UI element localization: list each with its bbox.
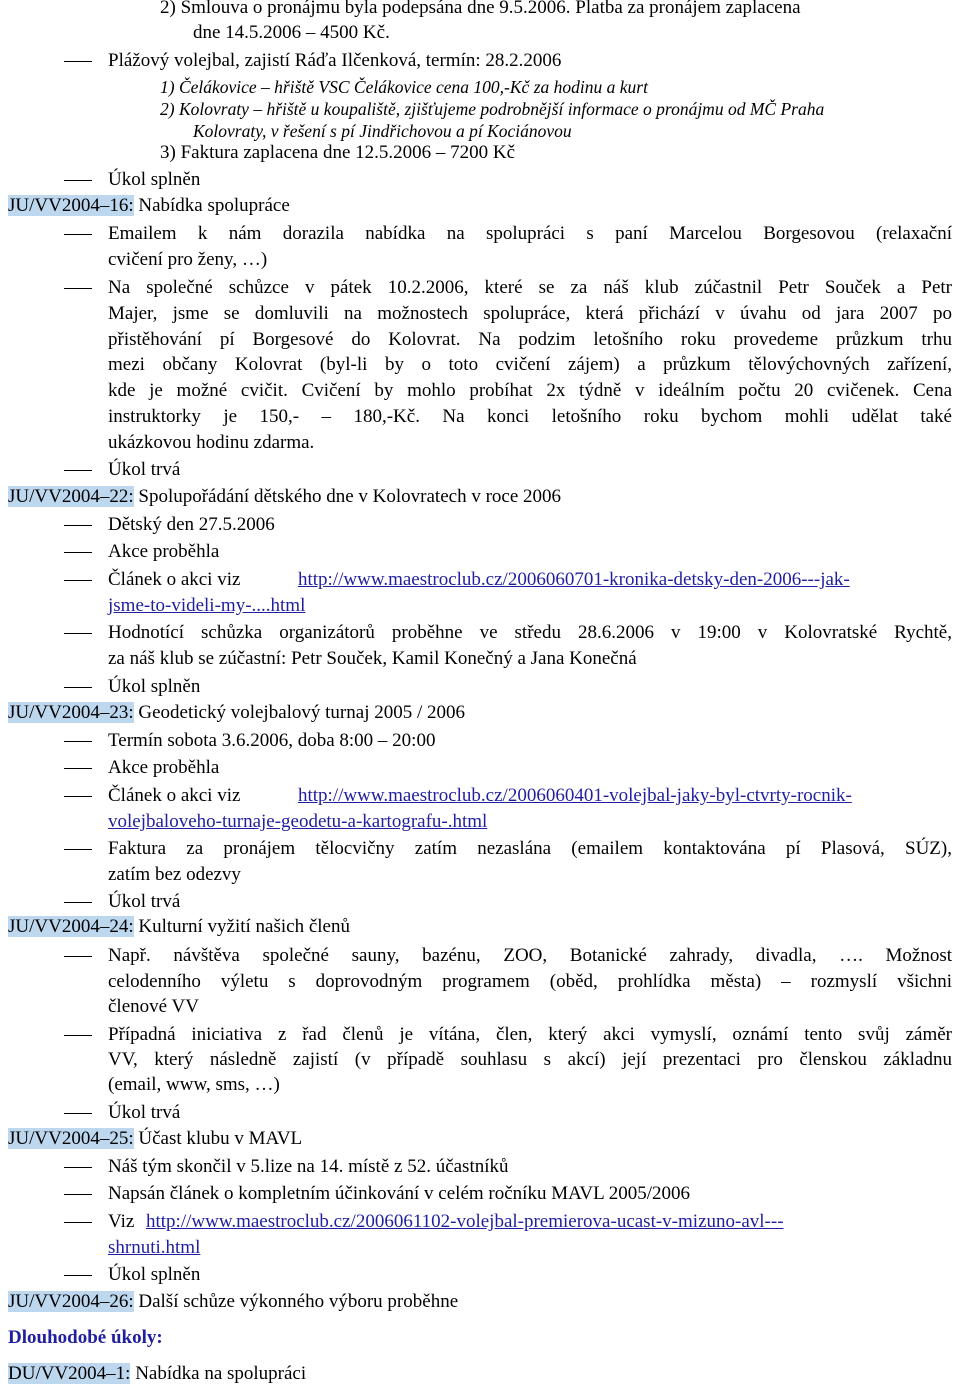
paragraph-line: (email, www, sms, …): [108, 1074, 280, 1095]
bullet-dash: [64, 580, 92, 581]
status-text: Úkol trvá: [108, 459, 181, 480]
bullet-dash: [64, 902, 92, 903]
list-item: Dětský den 27.5.2006: [108, 514, 275, 535]
paragraph-line: členové VV: [108, 996, 199, 1017]
long-term-heading: Dlouhodobé úkoly:: [8, 1327, 163, 1348]
bullet-dash: [64, 849, 92, 850]
bullet-dash: [64, 633, 92, 634]
bullet-dash: [64, 1113, 92, 1114]
task-code: JU/VV2004–22:: [8, 486, 134, 507]
paragraph-line: VV, který následně zajistí (v případě souhlasu s akcí) její prezentaci pro členskou základnu: [108, 1049, 952, 1070]
article-link[interactable]: http://www.maestroclub.cz/2006060701-kronika-detsky-den-2006---jak-: [298, 569, 850, 590]
paragraph-line: Na společné schůzce v pátek 10.2.2006, které se za náš klub zúčastnil Petr Souček a Petr: [108, 277, 952, 298]
status-text: Úkol splněn: [108, 676, 201, 697]
task-code: JU/VV2004–23:: [8, 702, 134, 723]
task-title: Geodetický volejbalový turnaj 2005 / 2006: [138, 702, 466, 723]
list-item: Napsán článek o kompletním účinkování v celém ročníku MAVL 2005/2006: [108, 1183, 691, 1204]
paragraph-line: cvičení pro ženy, …): [108, 249, 268, 270]
beach-volley-line: Plážový volejbal, zajistí Ráďa Ilčenková, termín: 28.2.2006: [108, 50, 562, 71]
bullet-dash: [64, 234, 92, 235]
bullet-dash: [64, 768, 92, 769]
bullet-dash: [64, 180, 92, 181]
status-text: Úkol splněn: [108, 1264, 201, 1285]
article-link[interactable]: http://www.maestroclub.cz/2006060401-volejbal-jaky-byl-ctvrty-rocnik-: [298, 785, 852, 806]
paragraph-line: Hodnotící schůzka organizátorů proběhne ve středu 28.6.2006 v 19:00 v Kolovratské Rychtě,: [108, 622, 952, 643]
paragraph-line: přistěhování pí Borgesové do Kolovrat. Na podzim letošního roku provedeme průzkum trhu: [108, 329, 952, 350]
bullet-dash: [64, 687, 92, 688]
article-link[interactable]: shrnuti.html: [108, 1237, 201, 1258]
task-heading: [8, 193, 290, 219]
item-2-line-2: dne 14.5.2006 – 4500 Kč.: [193, 22, 390, 43]
bullet-dash: [64, 796, 92, 797]
article-prefix: Viz: [108, 1211, 135, 1232]
list-item: Náš tým skončil v 5.lize na 14. místě z 52. účastníků: [108, 1156, 509, 1177]
sub-item-2-line-2: Kolovraty, v řešení s pí Jindřichovou a pí Kociánovou: [193, 121, 572, 141]
paragraph-line: celodenního výletu s doprovodným programem (oběd, prohlídka města) – rozmyslí všichni: [108, 971, 952, 992]
task-title: Další schůze výkonného výboru proběhne: [138, 1291, 459, 1312]
bullet-dash: [64, 1222, 92, 1223]
task-heading: [8, 1289, 458, 1315]
article-prefix: Článek o akci viz: [108, 785, 241, 806]
bullet-dash: [64, 1194, 92, 1195]
bullet-dash: [64, 525, 92, 526]
article-prefix: Článek o akci viz: [108, 569, 241, 590]
bullet-dash: [64, 1275, 92, 1276]
list-item: Akce proběhla: [108, 541, 220, 562]
list-item: Akce proběhla: [108, 757, 220, 778]
task-code: JU/VV2004–26:: [8, 1291, 134, 1312]
task-title: Nabídka na spolupráci: [135, 1363, 307, 1384]
article-link[interactable]: jsme-to-videli-my-....html: [108, 595, 306, 616]
status-text: Úkol trvá: [108, 1102, 181, 1123]
task-heading: [8, 914, 350, 940]
bullet-dash: [64, 61, 92, 62]
paragraph-line: Případná iniciativa z řad členů je vítána, člen, který akci vymyslí, oznámí tento svůj záměr: [108, 1024, 952, 1045]
task-code: JU/VV2004–16:: [8, 195, 134, 216]
task-title: Účast klubu v MAVL: [138, 1128, 303, 1149]
paragraph-line: kde je možné cvičit. Cvičení by mohlo probíhat 2x týdně v ideálním počtu 20 cvičenek. Cena: [108, 380, 952, 401]
paragraph-line: zatím bez odezvy: [108, 864, 241, 885]
task-code: JU/VV2004–24:: [8, 916, 134, 937]
task-heading: [8, 1361, 306, 1387]
bullet-dash: [64, 288, 92, 289]
sub-item-1: 1) Čelákovice – hřiště VSC Čelákovice cena 100,-Kč za hodinu a kurt: [160, 77, 648, 97]
bullet-dash: [64, 470, 92, 471]
item-2-line-1: 2) Smlouva o pronájmu byla podepsána dne 9.5.2006. Platba za pronájem zaplacena: [160, 0, 801, 18]
paragraph-line: za náš klub se zúčastní: Petr Souček, Kamil Konečný a Jana Konečná: [108, 648, 637, 669]
task-heading: [8, 1126, 302, 1152]
paragraph-line: Majer, jsme se domluvili na možnostech spolupráce, která přichází v úvahu od jara 2007 po: [108, 303, 952, 324]
list-item: Termín sobota 3.6.2006, doba 8:00 – 20:00: [108, 730, 436, 751]
paragraph-line: instruktorky je 150,- – 180,-Kč. Na konci letošního roku bychom mohli udělat také: [108, 406, 952, 427]
task-heading: [8, 700, 465, 726]
task-code: DU/VV2004–1:: [8, 1363, 131, 1384]
paragraph-line: mezi občany Kolovrat (byl-li by o toto cvičení zájem) a průzkum tělovýchovných zařízení,: [108, 354, 952, 375]
task-title: Nabídka spolupráce: [138, 195, 290, 216]
task-title: Spolupořádání dětského dne v Kolovratech v roce 2006: [138, 486, 562, 507]
article-link[interactable]: http://www.maestroclub.cz/2006061102-volejbal-premierova-ucast-v-mizuno-avl---: [146, 1211, 784, 1232]
task-title: Kulturní vyžití našich členů: [138, 916, 350, 937]
paragraph-line: Faktura za pronájem tělocvičny zatím nezaslána (emailem kontaktována pí Plasová, SÚZ),: [108, 838, 952, 859]
bullet-dash: [64, 741, 92, 742]
bullet-dash: [64, 1167, 92, 1168]
article-link[interactable]: volejbaloveho-turnaje-geodetu-a-kartografu-.html: [108, 811, 488, 832]
task-code: JU/VV2004–25:: [8, 1128, 134, 1149]
sub-item-2-line-1: 2) Kolovraty – hřiště u koupaliště, zjišťujeme podrobnější informace o pronájmu od MČ Praha: [160, 99, 825, 119]
sub-item-3: 3) Faktura zaplacena dne 12.5.2006 – 7200 Kč: [160, 142, 516, 163]
bullet-dash: [64, 1035, 92, 1036]
bullet-dash: [64, 552, 92, 553]
task-heading: [8, 484, 561, 510]
paragraph-line: Emailem k nám dorazila nabídka na spolupráci s paní Marcelou Borgesovou (relaxační: [108, 223, 952, 244]
bullet-dash: [64, 956, 92, 957]
status-text: Úkol splněn: [108, 169, 201, 190]
paragraph-line: ukázkovou hodinu zdarma.: [108, 432, 315, 453]
paragraph-line: Např. návštěva společné sauny, bazénu, ZOO, Botanické zahrady, divadla, …. Možnost: [108, 945, 952, 966]
status-text: Úkol trvá: [108, 891, 181, 912]
